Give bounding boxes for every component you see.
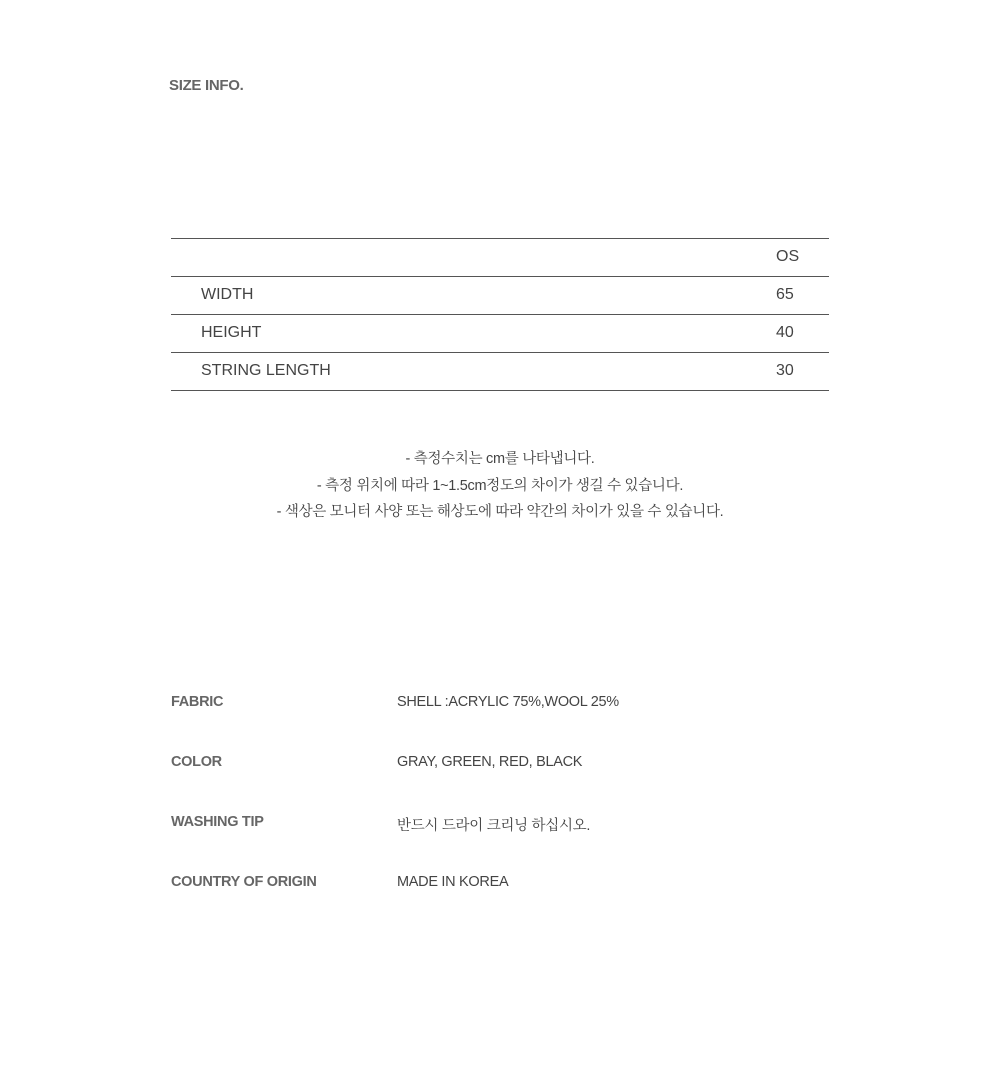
size-row-height	[171, 315, 829, 353]
size-row-value: 65	[776, 286, 794, 303]
info-row-fabric	[171, 694, 831, 754]
info-value: MADE IN KOREA	[397, 874, 509, 890]
info-value: SHELL :ACRYLIC 75%,WOOL 25%	[397, 694, 619, 710]
size-table	[171, 238, 829, 391]
product-info	[171, 694, 831, 934]
info-row-washing-tip	[171, 814, 831, 874]
info-value: 반드시 드라이 크리닝 하십시오.	[397, 818, 591, 834]
info-row-color	[171, 754, 831, 814]
info-row-country-of-origin	[171, 874, 831, 934]
note-line: - 측정수치는 cm를 나타냅니다.	[405, 451, 595, 467]
info-value: GRAY, GREEN, RED, BLACK	[397, 754, 583, 770]
info-key: WASHING TIP	[171, 814, 264, 830]
info-key: COUNTRY OF ORIGIN	[171, 874, 317, 890]
size-row-label: STRING LENGTH	[201, 362, 331, 379]
size-row-value: 40	[776, 324, 794, 341]
size-row-string-length	[171, 353, 829, 391]
measurement-notes	[0, 448, 1000, 528]
info-key: COLOR	[171, 754, 222, 770]
size-header-os: OS	[776, 248, 800, 265]
note-line: - 색상은 모니터 사양 또는 해상도에 따라 약간의 차이가 있을 수 있습니다.	[276, 504, 724, 520]
size-row-label: WIDTH	[201, 286, 254, 303]
size-row-width	[171, 277, 829, 315]
note-line: - 측정 위치에 따라 1~1.5cm정도의 차이가 생길 수 있습니다.	[316, 477, 684, 494]
size-table-header	[171, 239, 829, 277]
info-key: FABRIC	[171, 694, 224, 710]
size-row-label: HEIGHT	[201, 324, 262, 341]
section-title: SIZE INFO.	[169, 77, 244, 94]
size-row-value: 30	[776, 362, 794, 379]
